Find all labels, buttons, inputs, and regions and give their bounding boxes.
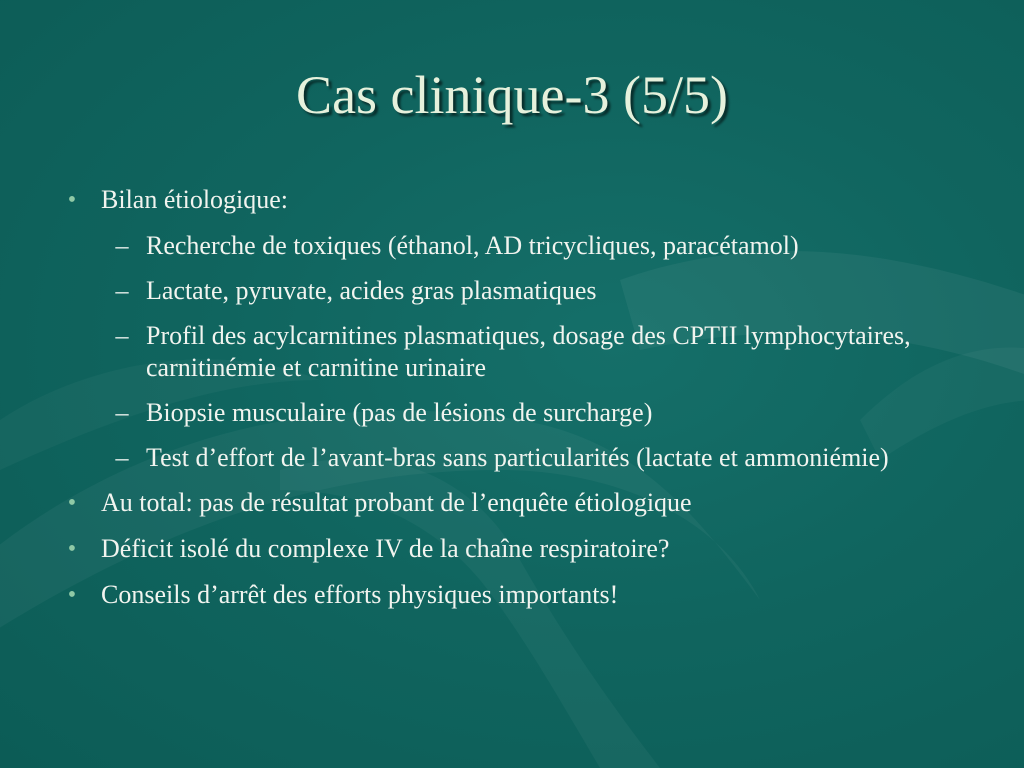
bullet-icon: • xyxy=(67,187,77,213)
dash-icon: – xyxy=(115,443,129,472)
list-item-text: Conseils d’arrêt des efforts physiques importants! xyxy=(101,580,619,609)
list-item-text: Profil des acylcarnitines plasmatiques, dosage des CPTII lymphocytaires, carnitinémie et carnitine urinaire xyxy=(146,321,911,382)
list-item xyxy=(58,320,958,384)
list-item-text: Lactate, pyruvate, acides gras plasmatiques xyxy=(146,276,597,305)
list-item xyxy=(58,533,958,565)
list-item xyxy=(58,230,958,262)
list-item xyxy=(58,184,958,216)
bullet-icon: • xyxy=(67,582,77,608)
dash-icon: – xyxy=(115,321,129,350)
list-item xyxy=(58,487,958,519)
slide-title: Cas clinique-3 (5/5) xyxy=(296,65,728,125)
list-item-text: Au total: pas de résultat probant de l’enquête étiologique xyxy=(101,488,692,517)
bullet-list xyxy=(58,184,958,625)
dash-icon: – xyxy=(115,276,129,305)
list-item-text: Test d’effort de l’avant-bras sans particularités (lactate et ammoniémie) xyxy=(146,443,889,472)
dash-icon: – xyxy=(115,398,129,427)
list-item xyxy=(58,442,958,474)
list-item xyxy=(58,397,958,429)
list-item-text: Recherche de toxiques (éthanol, AD tricycliques, paracétamol) xyxy=(146,231,799,260)
list-item xyxy=(58,275,958,307)
list-item-text: Biopsie musculaire (pas de lésions de surcharge) xyxy=(146,398,653,427)
bullet-icon: • xyxy=(67,490,77,516)
list-item-text: Bilan étiologique: xyxy=(101,185,289,214)
list-item-text: Déficit isolé du complexe IV de la chaîne respiratoire? xyxy=(101,534,670,563)
list-item xyxy=(58,579,958,611)
dash-icon: – xyxy=(115,231,129,260)
bullet-icon: • xyxy=(67,536,77,562)
